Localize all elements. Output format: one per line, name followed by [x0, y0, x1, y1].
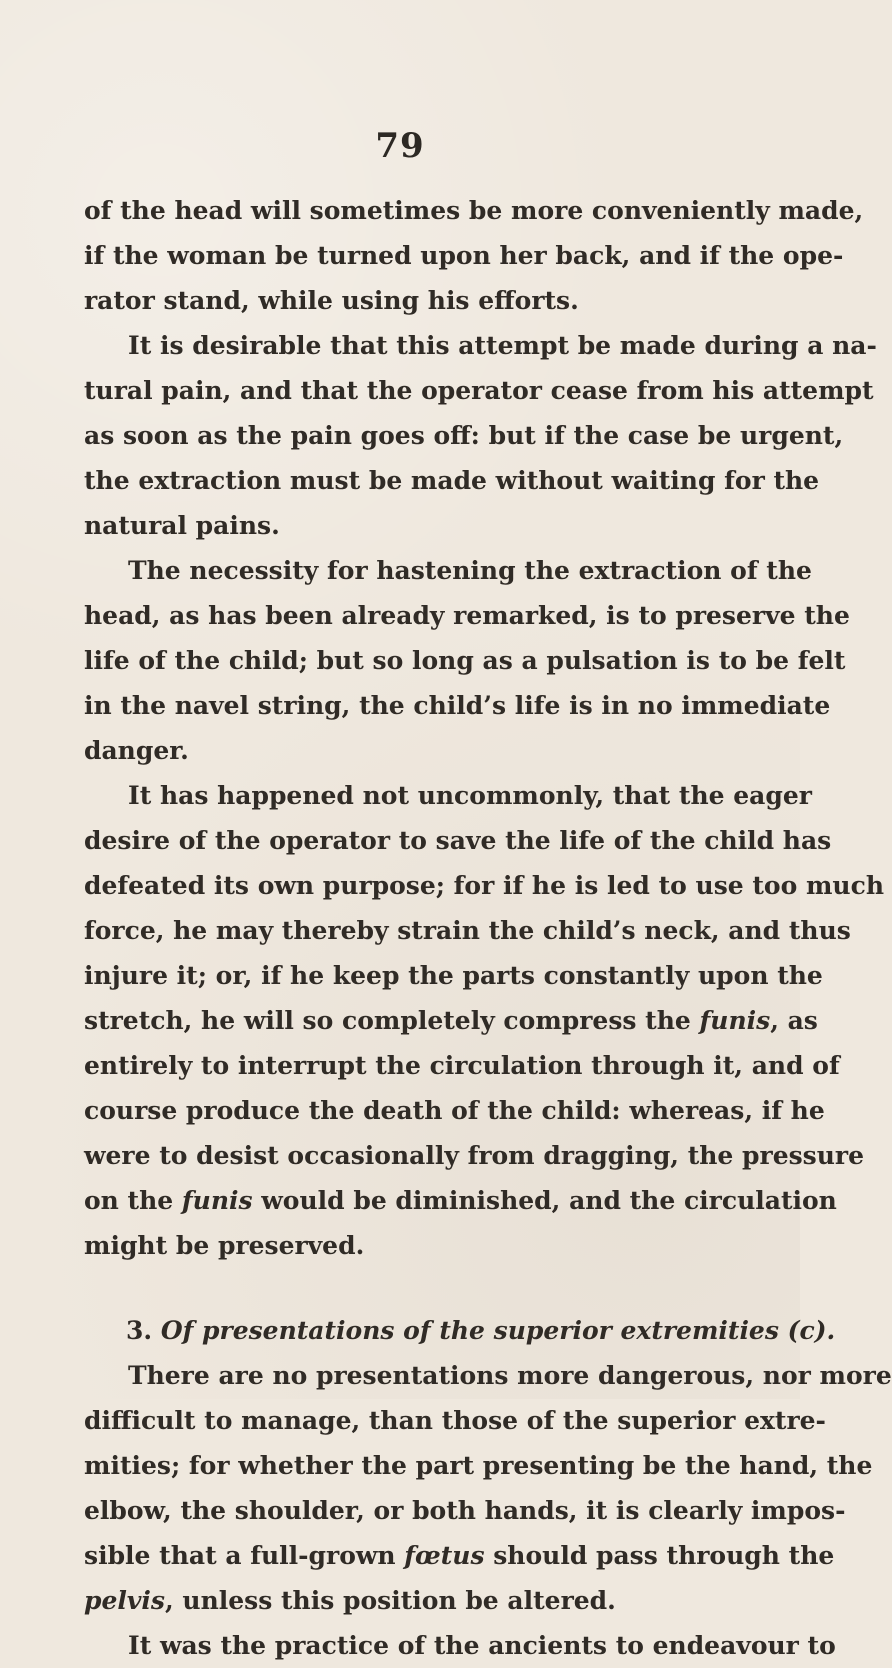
text-line: natural pains.: [84, 511, 280, 540]
page-text: [84, 188, 892, 1668]
section-spacer: [84, 1268, 768, 1308]
text-line: mities; for whether the part presenting be the hand, the: [84, 1451, 873, 1480]
text-segment: would be diminished, and the circulation: [252, 1186, 837, 1215]
text-line: entirely to interrupt the circulation through it, and of: [84, 1051, 840, 1080]
text-line: tural pain, and that the operator cease from his attempt: [84, 376, 874, 405]
text-line: [84, 1578, 768, 1623]
paragraph-start-line: It is desirable that this attempt be made during a na-: [128, 331, 877, 360]
text-line: in the navel string, the child’s life is in no immediate: [84, 691, 831, 720]
text-segment: should pass through the: [484, 1541, 835, 1570]
paragraph-start-line: There are no presentations more dangerous, nor more: [128, 1361, 892, 1390]
text-line: [84, 1178, 837, 1223]
text-line: of the head will sometimes be more conveniently made,: [84, 196, 864, 225]
text-line: were to desist occasionally from dragging, the pressure: [84, 1141, 865, 1170]
paragraph-start-line: It has happened not uncommonly, that the eager: [128, 781, 812, 810]
section-title: Of presentations of the superior extremities (c).: [152, 1316, 836, 1345]
text-line: head, as has been already remarked, is to preserve the: [84, 601, 850, 630]
text-line: life of the child; but so long as a pulsation is to be felt: [84, 646, 846, 675]
text-segment: , as: [770, 1006, 818, 1035]
text-segment: stretch, he will so completely compress the: [84, 1006, 700, 1035]
paragraph-start-line: The necessity for hastening the extraction of the: [128, 556, 812, 585]
italic-term-foetus: fœtus: [404, 1541, 485, 1570]
section-number: 3.: [126, 1316, 153, 1345]
text-line: danger.: [84, 736, 189, 765]
text-line: defeated its own purpose; for if he is led to use too much: [84, 871, 884, 900]
text-line: elbow, the shoulder, or both hands, it is clearly impos-: [84, 1496, 846, 1525]
text-segment: on the: [84, 1186, 182, 1215]
italic-term-pelvis: pelvis: [84, 1586, 165, 1615]
text-line: force, he may thereby strain the child’s neck, and thus: [84, 916, 851, 945]
text-line: if the woman be turned upon her back, and if the ope-: [84, 241, 844, 270]
text-line: difficult to manage, than those of the superior extre-: [84, 1406, 826, 1435]
text-segment: , unless this position be altered.: [164, 1586, 616, 1615]
italic-term-funis: funis: [181, 1186, 253, 1215]
page-number: 79: [375, 126, 425, 166]
text-line: course produce the death of the child: whereas, if he: [84, 1096, 825, 1125]
text-line: as soon as the pain goes off: but if the case be urgent,: [84, 421, 844, 450]
text-line: the extraction must be made without waiting for the: [84, 466, 820, 495]
text-line: injure it; or, if he keep the parts constantly upon the: [84, 961, 823, 990]
text-line: [84, 1533, 835, 1578]
text-line: [84, 998, 818, 1043]
text-line: desire of the operator to save the life of the child has: [84, 826, 832, 855]
paragraph-start-line: It was the practice of the ancients to endeavour to: [128, 1631, 836, 1660]
italic-term-funis: funis: [699, 1006, 771, 1035]
text-line: rator stand, while using his efforts.: [84, 286, 579, 315]
section-heading: [84, 1308, 836, 1353]
text-line: might be preserved.: [84, 1231, 365, 1260]
text-segment: sible that a full-grown: [84, 1541, 405, 1570]
